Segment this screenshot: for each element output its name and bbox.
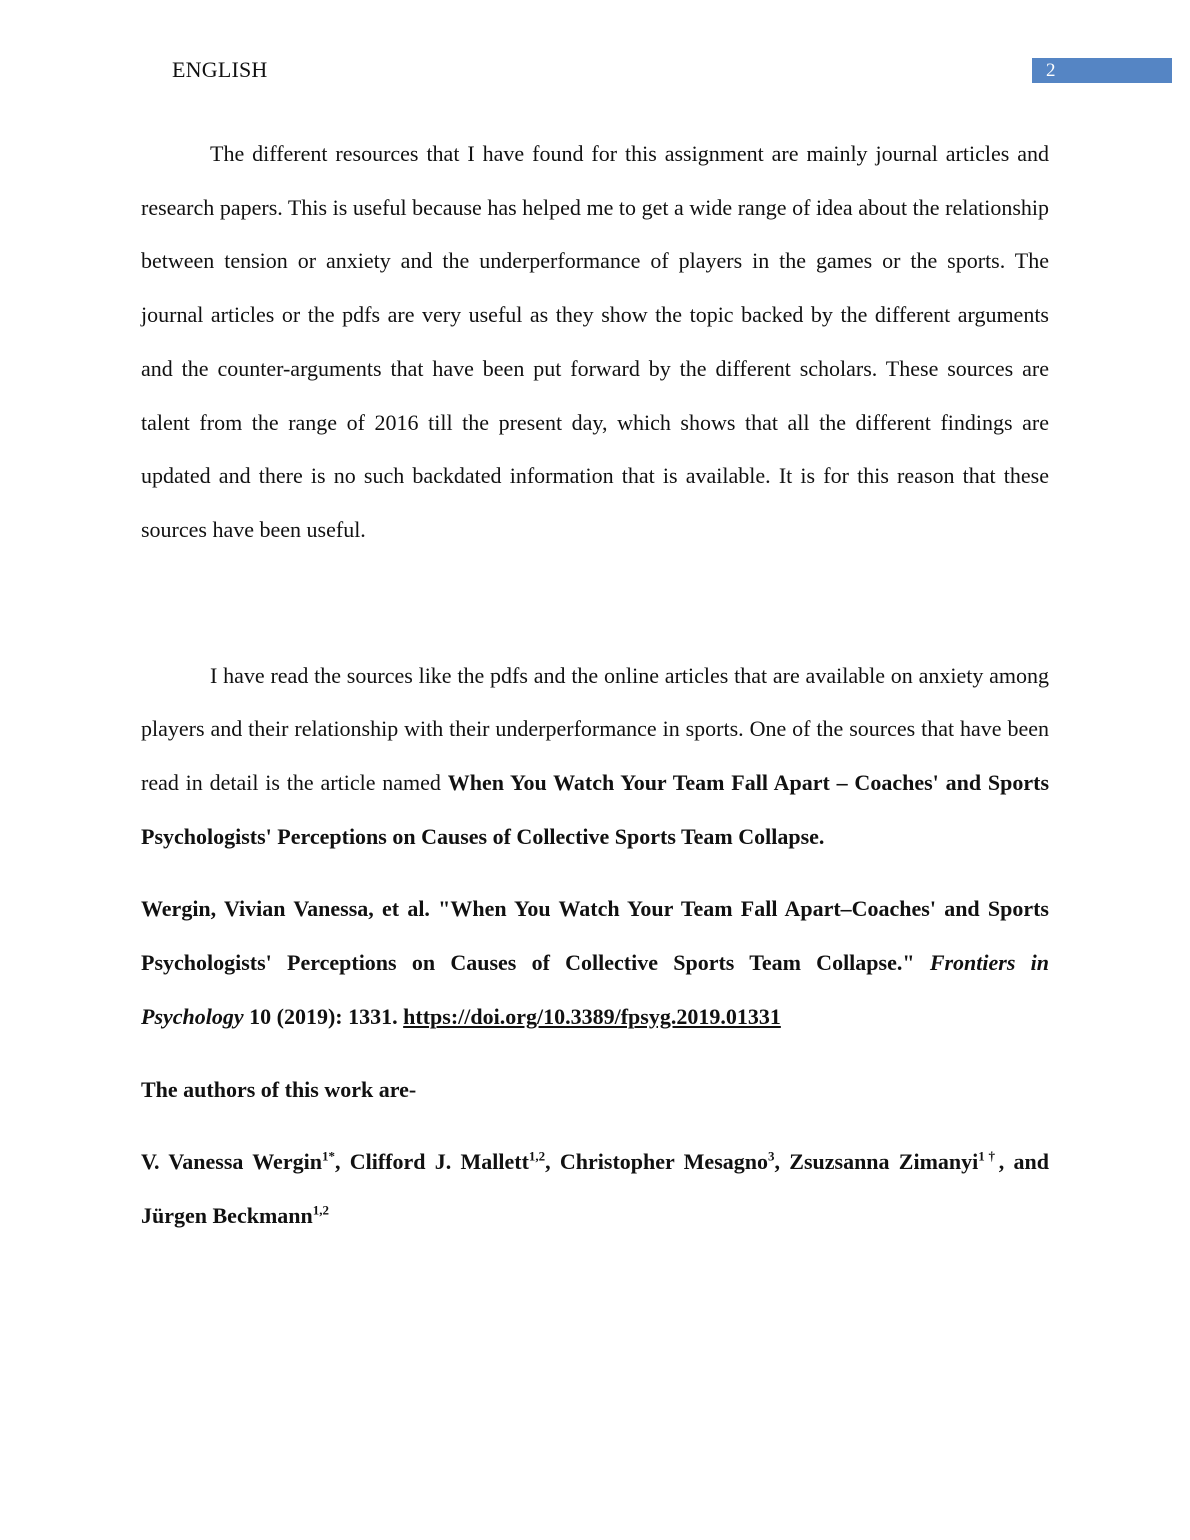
- document-body: [141, 127, 1049, 1243]
- author-separator: ,: [774, 1149, 790, 1175]
- doi-link[interactable]: https://doi.org/10.3389/fpsyg.2019.01331: [403, 1003, 781, 1029]
- author: V. Vanessa Wergin: [141, 1149, 322, 1175]
- article-title: When You Watch Your Team Fall Apart – Coaches' and Sports Psychologists' Perceptions on Causes of Collective Sports Team Collapse.: [141, 770, 1050, 849]
- author-separator: ,: [334, 1149, 350, 1175]
- citation: [141, 882, 1049, 1043]
- author-separator: ,: [545, 1149, 560, 1175]
- paragraph-resources: The different resources that I have found for this assignment are mainly journal articles and research papers. This is useful because has helped me to get a wide range of idea about the relationship between tension or anxiety and the underperformance of players in the games or the sports. The journal articles or the pdfs are very useful as they show the topic backed by the different arguments and the counter-arguments that have been put forward by the different scholars. These sources are talent from the range of 2016 till the present day, which shows that all the different findings are updated and there is no such backdated information that is available. It is for this reason that these sources have been useful.: [141, 141, 1049, 542]
- author-affiliation: 1†: [978, 1148, 999, 1164]
- header-title: ENGLISH: [172, 57, 268, 82]
- author-affiliation: 3: [768, 1148, 775, 1164]
- citation-authors-title: Wergin, Vivian Vanessa, et al. "When You Watch Your Team Fall Apart–Coaches' and Sports Psychologists' Perceptions on Causes of Collective Sports Team Collapse.": [141, 896, 1049, 976]
- author-affiliation: 1*: [321, 1148, 335, 1164]
- author: Christopher Mesagno: [559, 1149, 768, 1175]
- citation-details: 10 (2019): 1331.: [243, 1003, 404, 1029]
- page-number-badge: [1032, 58, 1172, 83]
- authors-heading: The authors of this work are-: [141, 1076, 417, 1102]
- citation-journal: Frontiers in Psychology: [141, 950, 1049, 1029]
- page-number: 2: [1046, 60, 1056, 81]
- author: Jürgen Beckmann: [141, 1202, 313, 1228]
- paragraph-sources-read: [141, 649, 1049, 864]
- author: Zsuzsanna Zimanyi: [789, 1149, 979, 1175]
- authors-list: [141, 1135, 1049, 1242]
- author-separator: , and: [998, 1149, 1050, 1175]
- paragraph-text: I have read the sources like the pdfs and the online articles that are available on anxiety among players and their relationship with their underperformance in sports. One of the sources that have been read in detail is the article named: [141, 662, 1049, 796]
- author-affiliation: 1,2: [528, 1148, 546, 1164]
- author-affiliation: 1,2: [312, 1202, 329, 1218]
- author: Clifford J. Mallett: [349, 1149, 529, 1175]
